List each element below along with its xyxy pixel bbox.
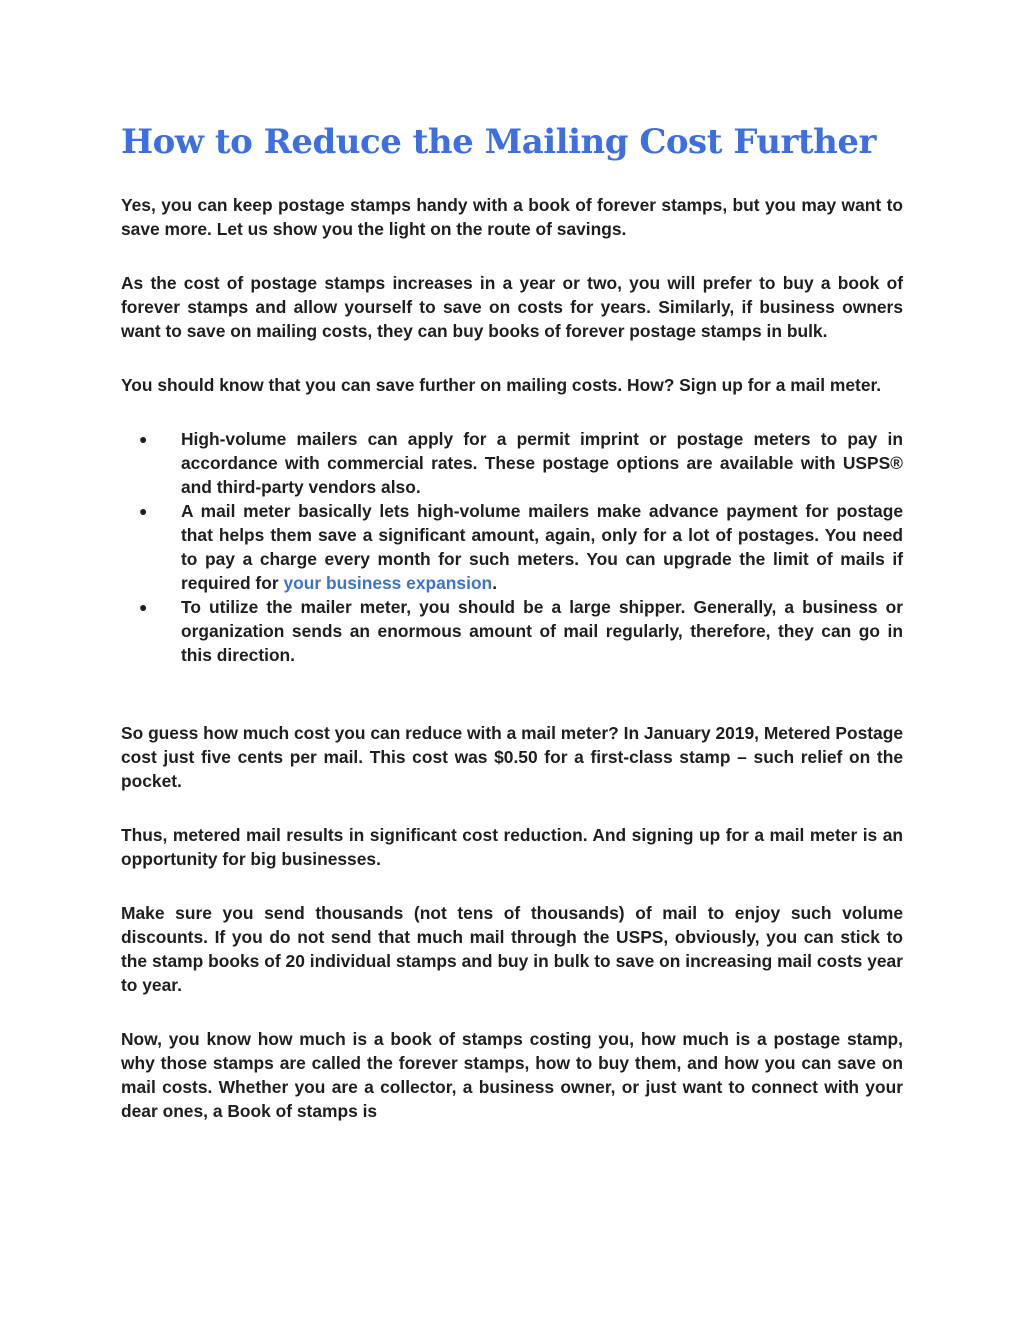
paragraph-cost-reduction: So guess how much cost you can reduce with a mail meter? In January 2019, Metered Postage cost just five cents per mail. This cost was $0.50 for a first-class stamp – such relief on the pocket. bbox=[121, 723, 903, 791]
list-item bbox=[139, 595, 903, 667]
spacer bbox=[121, 697, 903, 721]
list-item-text: A mail meter basically lets high-volume mailers make advance payment for postage that helps them save a significant amount, again, only for a lot of postages. You need to pay a charge every month for such meters. You can upgrade the limit of mails if required for bbox=[181, 501, 903, 593]
paragraph-volume-discounts: Make sure you send thousands (not tens of thousands) of mail to enjoy such volume discounts. If you do not send that much mail through the USPS, obviously, you can stick to the stamp books of 20 individual stamps and buy in bulk to save on increasing mail costs year to year. bbox=[121, 903, 903, 995]
list-item bbox=[139, 499, 903, 595]
bullet-list bbox=[121, 427, 903, 667]
list-item-text: To utilize the mailer meter, you should be a large shipper. Generally, a business or organization sends an enormous amount of mail regularly, therefore, they can go in this direction. bbox=[181, 597, 903, 665]
paragraph-mail-meter: You should know that you can save further on mailing costs. How? Sign up for a mail meter. bbox=[121, 375, 882, 395]
list-item bbox=[139, 427, 903, 499]
document-page bbox=[121, 118, 903, 1153]
business-expansion-link[interactable]: your business expansion bbox=[283, 573, 493, 593]
list-item-text: High-volume mailers can apply for a permit imprint or postage meters to pay in accordance with commercial rates. These postage options are available with USPS® and third-party vendors also. bbox=[181, 429, 903, 497]
page-title: How to Reduce the Mailing Cost Further bbox=[121, 122, 876, 162]
bullet-icon: ● bbox=[139, 503, 148, 519]
bullet-icon: ● bbox=[139, 431, 148, 447]
paragraph-cost-increase: As the cost of postage stamps increases in a year or two, you will prefer to buy a book of forever stamps and allow yourself to save on costs for years. Similarly, if business owners want to save on mailing costs, they can buy books of forever postage stamps in bulk. bbox=[121, 273, 903, 341]
list-item-text-end: . bbox=[492, 573, 498, 593]
paragraph-metered-mail: Thus, metered mail results in significant cost reduction. And signing up for a mail meter is an opportunity for big businesses. bbox=[121, 825, 903, 869]
paragraph-summary: Now, you know how much is a book of stamps costing you, how much is a postage stamp, why those stamps are called the forever stamps, how to buy them, and how you can save on mail costs. Whether you are a collector, a business owner, or just want to connect with your dear ones, a Book of stamps is bbox=[121, 1029, 903, 1121]
paragraph-intro: Yes, you can keep postage stamps handy with a book of forever stamps, but you may want to save more. Let us show you the light on the route of savings. bbox=[121, 195, 903, 239]
bullet-icon: ● bbox=[139, 599, 148, 615]
